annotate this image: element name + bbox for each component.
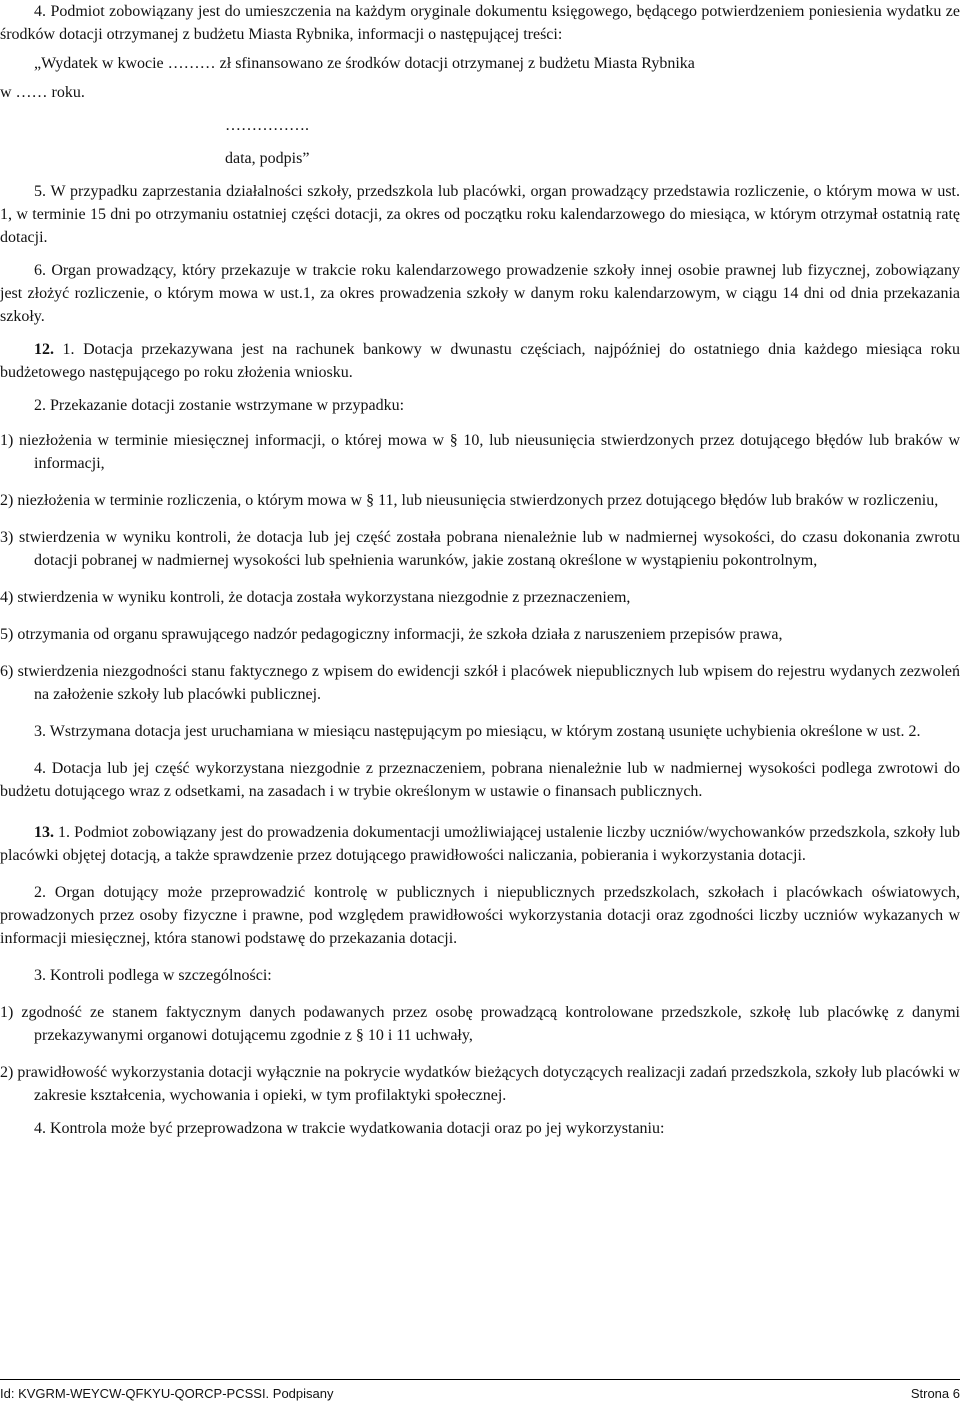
section-12-item: 1) niezłożenia w terminie miesięcznej informacji, o której mowa w § 10, lub nieusunięcia stwierdzonych przez dotującego błędów lub braków w informacji, — [0, 432, 960, 472]
footer-divider — [0, 1379, 960, 1380]
signature-label: data, podpis” — [225, 150, 310, 167]
section-12-p1-text: 1. Dotacja przekazywana jest na rachunek bankowy w dwunastu częściach, najpóźniej do ostatniego dnia każdego miesiąca roku budżetowego następującego po roku złożenia wniosku. — [0, 341, 960, 381]
section-13-item: 2) prawidłowość wykorzystania dotacji wyłącznie na pokrycie wydatków bieżących dotyczących realizacji zadań przedszkola, szkoły lub placówki w zakresie kształcenia, wychowania i opieki, w tym profilaktyki społecznej. — [0, 1064, 960, 1104]
section-12-paragraph-3: 3. Wstrzymana dotacja jest uruchamiana w miesiącu następującym po miesiącu, w którym zostaną usunięte uchybienia określone w ust. 2. — [34, 723, 921, 740]
page-footer — [0, 1386, 960, 1406]
section-13-paragraph-3: 3. Kontroli podlega w szczególności: — [34, 967, 272, 984]
section-13-paragraph-1 — [0, 821, 960, 867]
section-13-paragraph-2: 2. Organ dotujący może przeprowadzić kontrolę w publicznych i niepublicznych przedszkolach, szkołach i placówkach oświatowych, prowadzonych przez osoby fizyczne i prawne, pod względem prawidłowości wykorzystania dotacji oraz zgodności liczby uczniów wykazanych w informacji miesięcznej, która stanowi podstawę do przekazania dotacji. — [0, 884, 960, 947]
section-12-paragraph-4: 4. Dotacja lub jej część wykorzystana niezgodnie z przeznaczeniem, pobrana nienależnie lub w nadmiernej wysokości podlega zwrotowi do budżetu dotującego wraz z odsetkami, na zasadach i w trybie określonym w ustawie o finansach publicznych. — [0, 760, 960, 800]
page-number: Strona 6 — [910, 1386, 960, 1401]
section-13-item: 1) zgodność ze stanem faktycznym danych podawanych przez osobę prowadzącą kontrolowane przedszkole, szkołę lub placówkę z danymi przekazywanymi organowi dotującemu zgodnie z § 10 i 11 uchwały, — [0, 1004, 960, 1044]
paragraph-6: 6. Organ prowadzący, który przekazuje w trakcie roku kalendarzowego prowadzenie szkoły innej osobie prawnej lub fizycznej, zobowiązany jest złożyć rozliczenie, o którym mowa w ust.1, za okres prowadzenia szkoły w danym roku kalendarzowym, w ciągu 14 dni od dnia przekazania szkoły. — [0, 262, 960, 325]
section-13-p1-text: 1. Podmiot zobowiązany jest do prowadzenia dokumentacji umożliwiającej ustalenie liczby uczniów/wychowanków przedszkola, szkoły lub placówki objętej dotacją, a także sprawdzenie przez dotującego prawidłowości naliczania, pobierania i wykorzystania dotacji. — [0, 824, 960, 864]
paragraph-4: 4. Podmiot zobowiązany jest do umieszczenia na każdym oryginale dokumentu księgowego, będącego potwierdzeniem poniesienia wydatku ze środków dotacji otrzymanej z budżetu Miasta Rybnika, informacji o następującej treści: — [0, 3, 960, 43]
document-id: Id: KVGRM-WEYCW-QFKYU-QORCP-PCSSI. Podpisany — [0, 1386, 334, 1401]
signature-dots: ……………. — [225, 117, 309, 134]
section-13-label: 13. — [34, 824, 54, 841]
quote-line-2: w …… roku. — [0, 84, 85, 101]
section-12-item: 5) otrzymania od organu sprawującego nadzór pedagogiczny informacji, że szkoła działa z naruszeniem przepisów prawa, — [0, 626, 783, 643]
quote-line-1: „Wydatek w kwocie ……… zł sfinansowano ze środków dotacji otrzymanej z budżetu Miasta Rybnika — [34, 55, 695, 72]
section-12-item: 2) niezłożenia w terminie rozliczenia, o którym mowa w § 11, lub nieusunięcia stwierdzonych przez dotującego błędów lub braków w rozliczeniu, — [0, 492, 939, 509]
section-12-label: 12. — [34, 341, 54, 358]
section-13-paragraph-4: 4. Kontrola może być przeprowadzona w trakcie wydatkowania dotacji oraz po jej wykorzystaniu: — [34, 1120, 665, 1137]
paragraph-5: 5. W przypadku zaprzestania działalności szkoły, przedszkola lub placówki, organ prowadzący przedstawia rozliczenie, o którym mowa w ust. 1, w terminie 15 dni po otrzymaniu ostatniej części dotacji, za okres od początku roku kalendarzowego do miesiąca, w którym otrzymał ostatnią ratę dotacji. — [0, 183, 960, 246]
section-12-item: 6) stwierdzenia niezgodności stanu faktycznego z wpisem do ewidencji szkół i placówek niepublicznych lub wpisem do rejestru wydanych zezwoleń na założenie szkoły lub placówki publicznej. — [0, 663, 960, 703]
section-12-item: 4) stwierdzenia w wyniku kontroli, że dotacja została wykorzystana niezgodnie z przeznaczeniem, — [0, 589, 631, 606]
section-12-paragraph-2: 2. Przekazanie dotacji zostanie wstrzymane w przypadku: — [34, 397, 405, 414]
section-12-paragraph-1 — [0, 338, 960, 384]
section-12-item: 3) stwierdzenia w wyniku kontroli, że dotacja lub jej część została pobrana nienależnie lub w nadmiernej wysokości, do czasu dokonania zwrotu dotacji pobranej w nadmiernej wysokości lub spełnienia warunków, jakie zostaną określone w wystąpieniu pokontrolnym, — [0, 529, 960, 569]
